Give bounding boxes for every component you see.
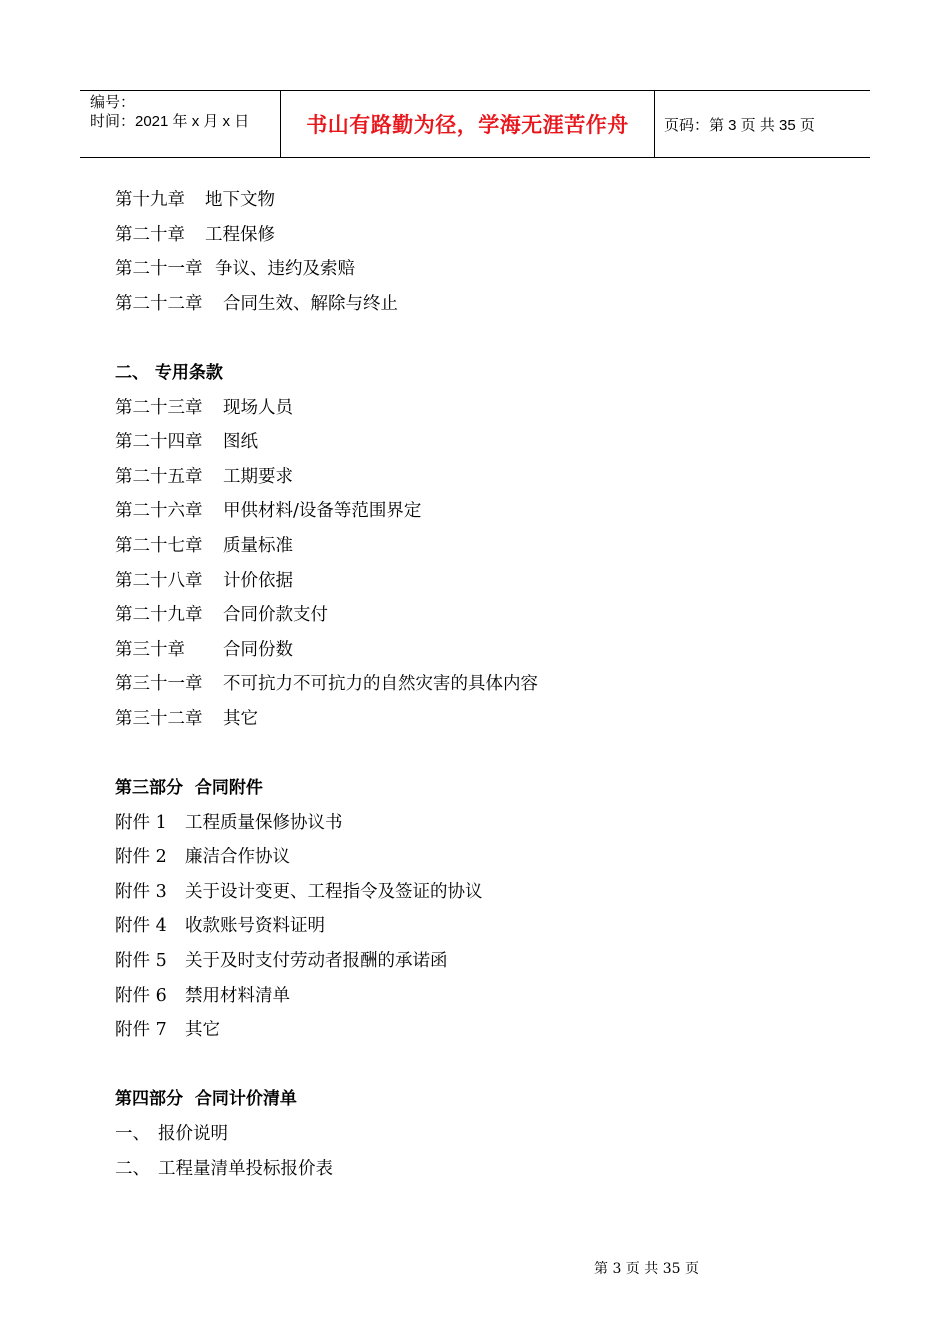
attachment-title: 收款账号资料证明 [185, 916, 325, 937]
toc-item[interactable] [115, 529, 855, 564]
chapter-title: 合同份数 [223, 639, 293, 660]
page-info: 页码：第 3 页 共 35 页 [664, 116, 815, 134]
chapter-number: 第二十二章 [115, 293, 203, 314]
chapter-title: 争议、违约及索赔 [215, 259, 355, 280]
toc-item[interactable] [115, 494, 855, 529]
section-heading-special-terms: 二、 专用条款 [115, 362, 223, 383]
chapter-title: 不可抗力不可抗力的自然灾害的具体内容 [223, 674, 538, 695]
toc-item[interactable] [115, 702, 855, 737]
chapter-title: 工程保修 [205, 224, 275, 245]
chapter-number: 第二十八章 [115, 570, 203, 591]
chapter-number: 第二十五章 [115, 466, 203, 487]
chapter-title: 合同生效、解除与终止 [223, 293, 398, 314]
chapter-title: 质量标准 [223, 535, 293, 556]
toc-item[interactable] [115, 806, 855, 841]
attachment-title: 其它 [185, 1020, 220, 1041]
chapter-title: 其它 [223, 708, 258, 729]
serial-number-label: 编号： [90, 94, 136, 111]
attachment-number: 附件 2 [115, 847, 167, 868]
attachment-number: 附件 4 [115, 916, 167, 937]
toc-item[interactable] [115, 598, 855, 633]
item-number: 二、 [115, 1158, 150, 1179]
attachment-number: 附件 1 [115, 812, 167, 833]
chapter-number: 第二十一章 [115, 259, 203, 280]
attachment-title: 禁用材料清单 [185, 985, 290, 1006]
attachment-number: 附件 7 [115, 1020, 167, 1041]
chapter-title: 地下文物 [205, 190, 275, 210]
toc-item[interactable] [115, 875, 855, 910]
chapter-number: 第三十一章 [115, 674, 203, 695]
toc-item[interactable] [115, 287, 855, 322]
attachment-number: 附件 6 [115, 985, 167, 1006]
toc-item[interactable] [115, 218, 855, 253]
chapter-title: 计价依据 [223, 570, 293, 591]
chapter-title: 工期要求 [223, 466, 293, 487]
chapter-number: 第二十九章 [115, 605, 203, 626]
toc-item[interactable] [115, 252, 855, 287]
toc-item[interactable] [115, 1152, 855, 1187]
chapter-title: 合同价款支付 [223, 605, 328, 626]
item-title: 报价说明 [158, 1124, 228, 1145]
toc-item[interactable] [115, 944, 855, 979]
toc-item[interactable] [115, 909, 855, 944]
table-of-contents [115, 183, 855, 1186]
header-page-cell [655, 91, 870, 157]
header-meta [80, 91, 281, 157]
toc-item[interactable] [115, 667, 855, 702]
attachment-number: 附件 5 [115, 951, 167, 972]
item-number: 一、 [115, 1124, 150, 1145]
time-label: 时间：2021 年 x 月 x 日 [90, 113, 250, 130]
page-footer: 第 3 页 共 35 页 [594, 1261, 699, 1277]
toc-item[interactable] [115, 425, 855, 460]
toc-item[interactable] [115, 564, 855, 599]
attachment-number: 附件 3 [115, 881, 167, 902]
attachment-title: 关于及时支付劳动者报酬的承诺函 [185, 951, 448, 972]
page-header [80, 90, 870, 158]
section-heading-attachments: 第三部分 合同附件 [115, 778, 263, 799]
chapter-number: 第二十七章 [115, 535, 203, 556]
attachment-title: 廉洁合作协议 [185, 847, 290, 868]
chapter-number: 第三十二章 [115, 708, 203, 729]
chapter-number: 第二十六章 [115, 501, 203, 522]
chapter-number: 第十九章 [115, 190, 185, 210]
motto-text: 书山有路勤为径，学海无涯苦作舟 [306, 113, 629, 137]
attachment-title: 工程质量保修协议书 [185, 812, 343, 833]
chapter-title: 图纸 [223, 432, 258, 453]
section-heading-pricing-list: 第四部分 合同计价清单 [115, 1089, 297, 1110]
chapter-title: 现场人员 [223, 397, 293, 418]
header-motto-cell [281, 91, 655, 157]
chapter-number: 第三十章 [115, 639, 185, 660]
chapter-number: 第二十三章 [115, 397, 203, 418]
item-title: 工程量清单投标报价表 [158, 1158, 333, 1179]
chapter-title: 甲供材料/设备等范围界定 [223, 501, 422, 522]
toc-item[interactable] [115, 460, 855, 495]
toc-item[interactable] [115, 1013, 855, 1048]
attachment-title: 关于设计变更、工程指令及签证的协议 [185, 881, 483, 902]
toc-item[interactable] [115, 979, 855, 1014]
toc-item[interactable] [115, 840, 855, 875]
chapter-number: 第二十章 [115, 224, 185, 245]
toc-item[interactable] [115, 633, 855, 668]
toc-item[interactable] [115, 183, 855, 218]
chapter-number: 第二十四章 [115, 432, 203, 453]
toc-item[interactable] [115, 1117, 855, 1152]
toc-item[interactable] [115, 391, 855, 426]
